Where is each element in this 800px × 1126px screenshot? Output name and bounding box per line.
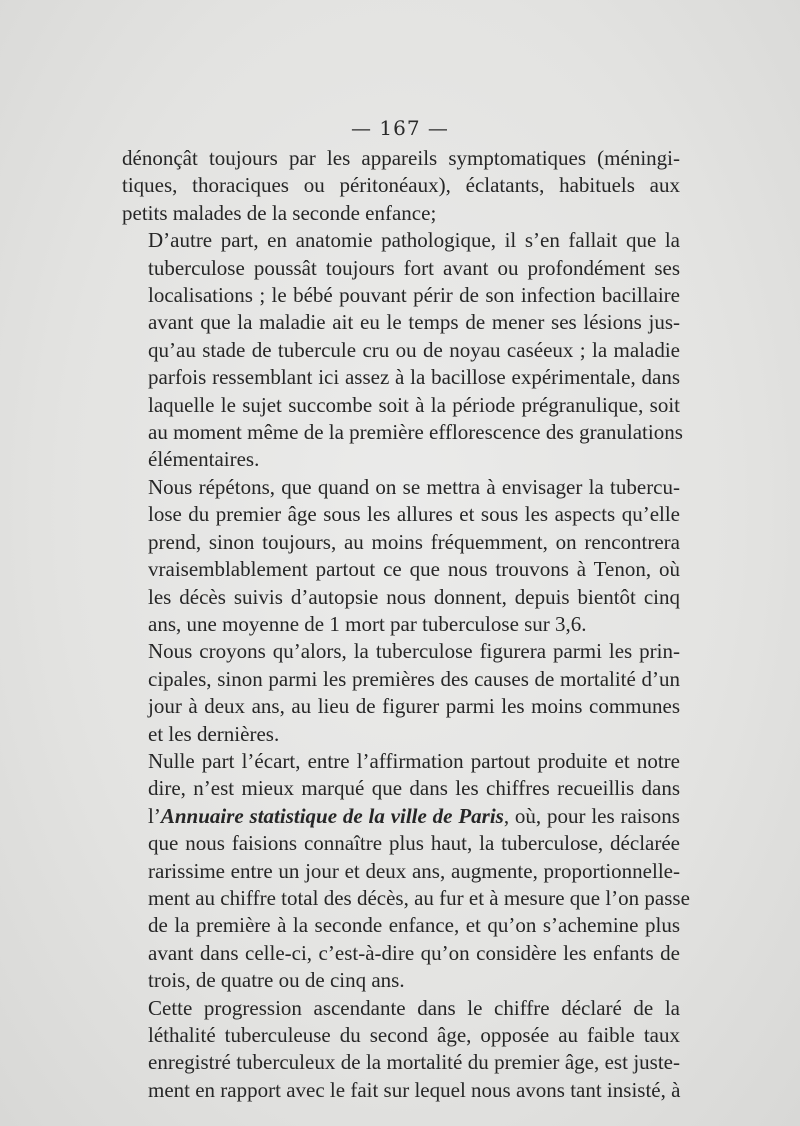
paragraph-5: [122, 748, 690, 995]
paragraph-4: [122, 638, 680, 748]
text-line: D’autre part, en anatomie pathologique, il s’en fallait que la: [148, 228, 680, 253]
text-line: trois, de quatre ou de cinq ans.: [148, 968, 405, 993]
text-line: tuberculose poussât toujours fort avant ou profondément ses: [148, 255, 680, 280]
body-text: [122, 145, 690, 1104]
text-line: laquelle le sujet succombe soit à la période prégranulique, soit: [148, 392, 680, 417]
paragraph-1: [122, 145, 680, 227]
text-line: rarissime entre un jour et deux ans, augmente, proportionnelle-: [148, 858, 680, 883]
paragraph-3: [122, 474, 680, 638]
text-line-with-title: [122, 803, 680, 830]
text-line: jour à deux ans, au lieu de figurer parmi les moins communes: [148, 694, 680, 719]
line-prefix: l’: [148, 803, 161, 828]
text-line: et les dernières.: [148, 721, 280, 746]
line-suffix: , où, pour les raisons: [503, 803, 680, 828]
text-line: avant que la maladie ait eu le temps de mener ses lésions jus-: [148, 310, 680, 335]
paragraph-6: [122, 995, 680, 1105]
text-line: Cette progression ascendante dans le chiffre déclaré de la: [148, 995, 680, 1020]
text-line: Nous répétons, que quand on se mettra à envisager la tubercu-: [148, 474, 680, 499]
text-line: au moment même de la première efflorescence des granulations: [148, 420, 683, 445]
text-line: de la première à la seconde enfance, et qu’on s’achemine plus: [148, 913, 680, 938]
text-line: cipales, sinon parmi les premières des causes de mortalité d’un: [148, 666, 680, 691]
text-line: lose du premier âge sous les allures et sous les aspects qu’elle: [148, 502, 680, 527]
text-line: ment au chiffre total des décès, au fur et à mesure que l’on passe: [148, 885, 690, 910]
text-line: prend, sinon toujours, au moins fréquemment, on rencontrera: [148, 529, 680, 554]
text-line: Nulle part l’écart, entre l’affirmation partout produite et notre: [148, 748, 680, 773]
text-line: localisations ; le bébé pouvant périr de son infection bacillaire: [148, 283, 680, 308]
text-line: dénonçât toujours par les appareils symptomatiques (méningi-: [122, 146, 680, 170]
text-line: parfois ressemblant ici assez à la bacillose expérimentale, dans: [148, 365, 680, 390]
publication-title: Annuaire statistique de la ville de Paris: [160, 803, 504, 828]
text-line: vraisemblablement partout ce que nous trouvons à Tenon, où: [148, 557, 680, 582]
text-line: Nous croyons qu’alors, la tuberculose figurera parmi les prin-: [148, 639, 680, 664]
text-line: qu’au stade de tubercule cru ou de noyau caséeux ; la maladie: [148, 337, 680, 362]
paragraph-2: [122, 227, 683, 474]
text-line: dire, n’est mieux marqué que dans les chiffres recueillis dans: [148, 776, 680, 801]
text-line: que nous faisions connaître plus haut, la tuberculose, déclarée: [148, 831, 680, 856]
text-line: ment en rapport avec le fait sur lequel nous avons tant insisté, à: [148, 1077, 681, 1102]
text-line: élémentaires.: [148, 447, 260, 472]
text-line: les décès suivis d’autopsie nous donnent, depuis bientôt cinq: [148, 584, 680, 609]
text-line: tiques, thoraciques ou péritonéaux), éclatants, habituels aux: [122, 173, 680, 198]
text-line: avant dans celle-ci, c’est-à-dire qu’on considère les enfants de: [148, 940, 680, 965]
text-line: léthalité tuberculeuse du second âge, opposée au faible taux: [148, 1023, 680, 1047]
text-line: petits malades de la seconde enfance;: [122, 200, 437, 225]
page-number: — 167 —: [351, 116, 449, 140]
text-line: ans, une moyenne de 1 mort par tuberculose sur 3,6.: [148, 611, 587, 636]
text-line: enregistré tuberculeux de la mortalité du premier âge, est juste-: [148, 1050, 680, 1075]
